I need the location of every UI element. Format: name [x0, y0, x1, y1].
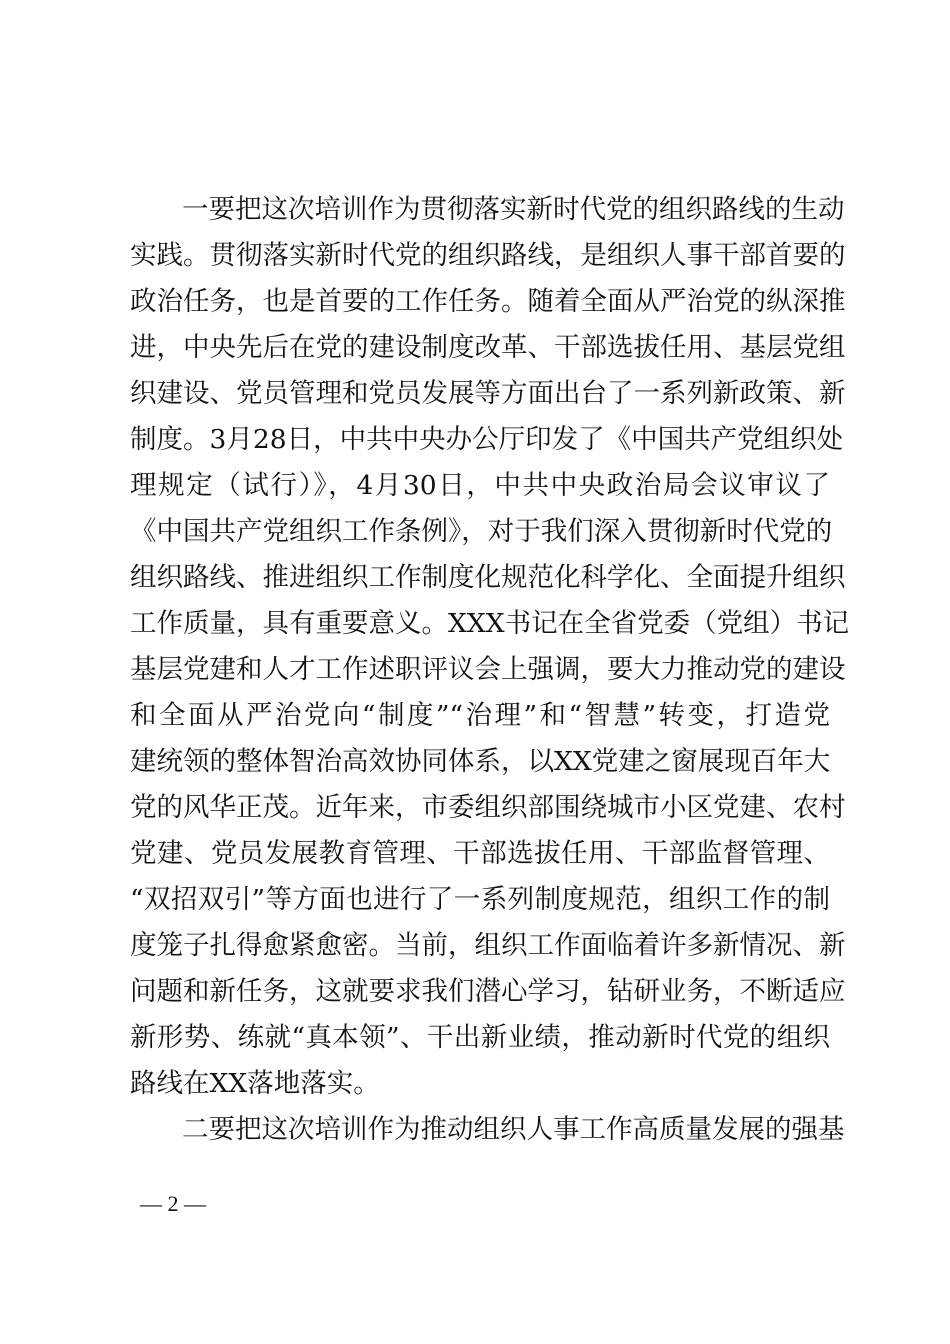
paragraph-1-line-2: 实践。贯彻落实新时代党的组织路线，是组织人事干部首要的: [130, 240, 846, 271]
paragraph-1-line-15: 党建、党员发展教育管理、干部选拔任用、干部监督管理、: [130, 838, 830, 869]
paragraph-1-line-7: 理规定（试行）》，4月30日，中共中央政治局会议审议了: [130, 470, 830, 501]
paragraph-1-line-1: 一要把这次培训作为贯彻落实新时代党的组织路线的生动: [182, 194, 845, 225]
paragraph-1-line-14: 党的风华正茂。近年来，市委组织部围绕城市小区党建、农村: [130, 792, 846, 823]
paragraph-1-line-5: 织建设、党员管理和党员发展等方面出台了一系列新政策、新: [130, 378, 846, 409]
paragraph-1-line-19: 新形势、练就“真本领”、干出新业绩，推动新时代党的组织: [130, 1022, 830, 1053]
paragraph-1-line-12: 和全面从严治党向“制度”“治理”和“智慧”转变，打造党: [130, 700, 830, 731]
paragraph-1-line-3: 政治任务，也是首要的工作任务。随着全面从严治党的纵深推: [130, 286, 846, 317]
paragraph-1-line-20: 路线在XX落地落实。: [130, 1068, 380, 1099]
paragraph-1-line-4: 进，中央先后在党的建设制度改革、干部选拔任用、基层党组: [130, 332, 846, 363]
paragraph-1-line-6: 制度。3月28日，中共中央办公厅印发了《中国共产党组织处: [130, 424, 844, 455]
paragraph-1-line-9: 组织路线、推进组织工作制度化规范化科学化、全面提升组织: [130, 562, 846, 593]
paragraph-1-line-17: 度笼子扎得愈紧愈密。当前，组织工作面临着许多新情况、新: [130, 930, 846, 961]
paragraph-1-line-16: “双招双引”等方面也进行了一系列制度规范，组织工作的制: [130, 884, 830, 915]
paragraph-1-line-8: 《中国共产党组织工作条例》，对于我们深入贯彻新时代党的: [130, 516, 833, 547]
page-number: — 2 —: [140, 1191, 206, 1216]
paragraph-2-line-1: 二要把这次培训作为推动组织人事工作高质量发展的强基: [182, 1114, 845, 1145]
paragraph-1-line-10: 工作质量，具有重要意义。XXX书记在全省党委（党组）书记: [130, 608, 850, 639]
paragraph-1-line-11: 基层党建和人才工作述职评议会上强调，要大力推动党的建设: [130, 654, 846, 685]
paragraph-1-line-13: 建统领的整体智治高效协同体系，以XX党建之窗展现百年大: [130, 746, 831, 777]
paragraph-1-line-18: 问题和新任务，这就要求我们潜心学习，钻研业务，不断适应: [130, 976, 846, 1007]
